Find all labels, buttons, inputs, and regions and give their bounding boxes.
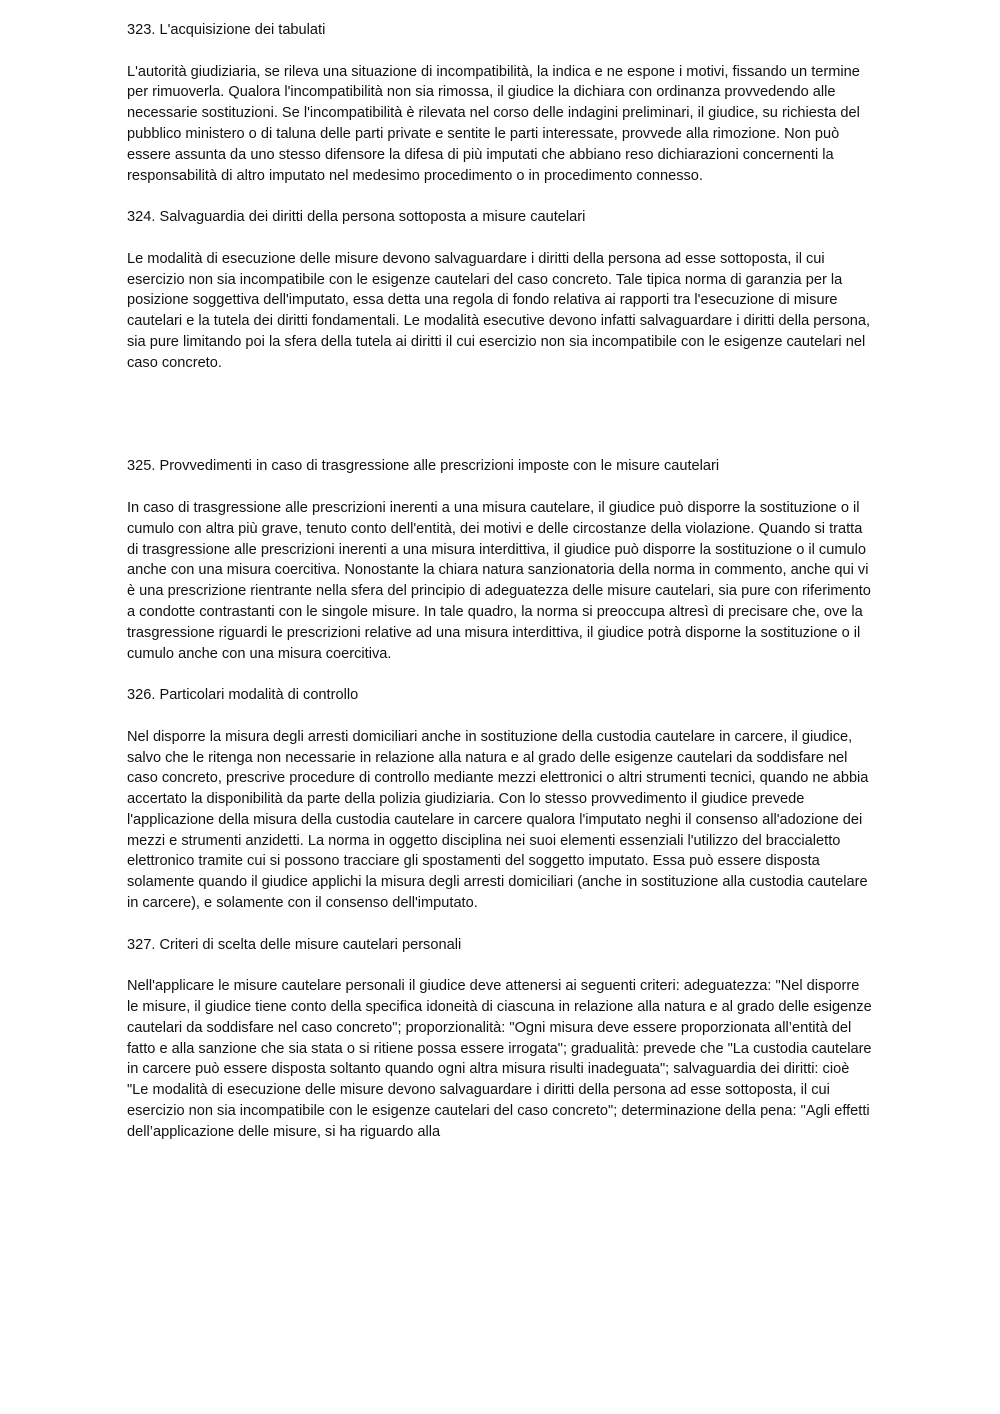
section-title-324: 324. Salvaguardia dei diritti della persona sottoposta a misure cautelari xyxy=(127,209,586,226)
section-body-327: Nell'applicare le misure cautelare personali il giudice deve attenersi ai seguenti criteri: adeguatezza: "Nel disporre le misure, il giudice tiene conto della specifica idoneità di ciascuna in relazione alla natura e al grado delle esigenze cautelari da soddisfare nel caso concreto"; proporzionalità: "Ogni misura deve essere proporzionata all’entità del fatto e alla sanzione che sia stata o si ritiene possa essere irrogata"; gradualità: prevede che "La custodia cautelare in carcere può essere disposta soltanto quando ogni altra misura risulti inadeguata"; salvaguardia dei diritti: cioè "Le modalità di esecuzione delle misure devono salvaguardare i diritti della persona ad esse sottoposta, il cui esercizio non sia incompatibile con le esigenze cautelari del caso concreto"; determinazione della pena: "Agli effetti dell’applicazione delle misure, si ha riguardo alla xyxy=(127,978,872,1140)
section-body-325: In caso di trasgressione alle prescrizioni inerenti a una misura cautelare, il giudice può disporre la sostituzione o il cumulo con altra più grave, tenuto conto dell'entità, dei motivi e delle circostanze della violazione. Quando si tratta di trasgressione alle prescrizioni inerenti a una misura interdittiva, il giudice può disporre la sostituzione o il cumulo anche con una misura coercitiva. Nonostante la chiara natura sanzionatoria della norma in commento, anche qui vi è una prescrizione rientrante nella sfera del principio di adeguatezza delle misure cautelari, sia pure con riferimento a condotte contrastanti con le singole misure. In tale quadro, la norma si preoccupa altresì di precisare che, ove la trasgressione riguardi le prescrizioni relative ad una misura interdittiva, il giudice potrà disporne la sostituzione o il cumulo anche con una misura coercitiva. xyxy=(127,499,871,662)
document-page xyxy=(127,20,872,1163)
section-body-323: L'autorità giudiziaria, se rileva una situazione di incompatibilità, la indica e ne espone i motivi, fissando un termine per rimuoverla. Qualora l'incompatibilità non sia rimossa, il giudice la dichiara con ordinanza provvedendo alle necessarie sostituzioni. Se l'incompatibilità è rilevata nel corso delle indagini preliminari, il giudice, su richiesta del pubblico ministero o di taluna delle parti private e sentite le parti interessate, provvede alla rimozione. Non può essere assunta da uno stesso difensore la difesa di più imputati che abbiano reso dichiarazioni concernenti la responsabilità di altro imputato nel medesimo procedimento o in procedimento connesso. xyxy=(127,63,860,184)
section-body-326: Nel disporre la misura degli arresti domiciliari anche in sostituzione della custodia cautelare in carcere, il giudice, salvo che le ritenga non necessarie in relazione alla natura e al grado delle esigenze cautelari da soddisfare nel caso concreto, prescrive procedure di controllo mediante mezzi elettronici o altri strumenti tecnici, quando ne abbia accertato la disponibilità da parte della polizia giudiziaria. Con lo stesso provvedimento il giudice prevede l'applicazione della misura della custodia cautelare in carcere qualora l'imputato neghi il consenso all'adozione dei mezzi e strumenti anzidetti. La norma in oggetto disciplina nei suoi elementi essenziali l'utilizzo del braccialetto elettronico tramite cui si possono tracciare gli spostamenti del soggetto imputato. Essa può essere disposta solamente quando il giudice applichi la misura degli arresti domiciliari (anche in sostituzione alla custodia cautelare in carcere), e solamente con il consenso dell'imputato. xyxy=(127,728,869,912)
section-body-324: Le modalità di esecuzione delle misure devono salvaguardare i diritti della persona ad esse sottoposta, il cui esercizio non sia incompatibile con le esigenze cautelari del caso concreto. Tale tipica norma di garanzia per la posizione soggettiva dell'imputato, essa detta una regola di fondo relativa ai rapporti tra l'esecuzione di misure cautelari e la tutela dei diritti fondamentali. Le modalità esecutive devono infatti salvaguardare i diritti della persona, sia pure limitando poi la sfera della tutela ai diritti il cui esercizio non sia incompatibile con le esigenze cautelari nel caso concreto. xyxy=(127,250,871,371)
blank-gap xyxy=(127,394,872,456)
section-title-326: 326. Particolari modalità di controllo xyxy=(127,687,359,704)
section-title-325: 325. Provvedimenti in caso di trasgressione alle prescrizioni imposte con le misure cautelari xyxy=(127,458,720,475)
section-title-323: 323. L'acquisizione dei tabulati xyxy=(127,22,326,38)
section-title-327: 327. Criteri di scelta delle misure cautelari personali xyxy=(127,936,462,953)
